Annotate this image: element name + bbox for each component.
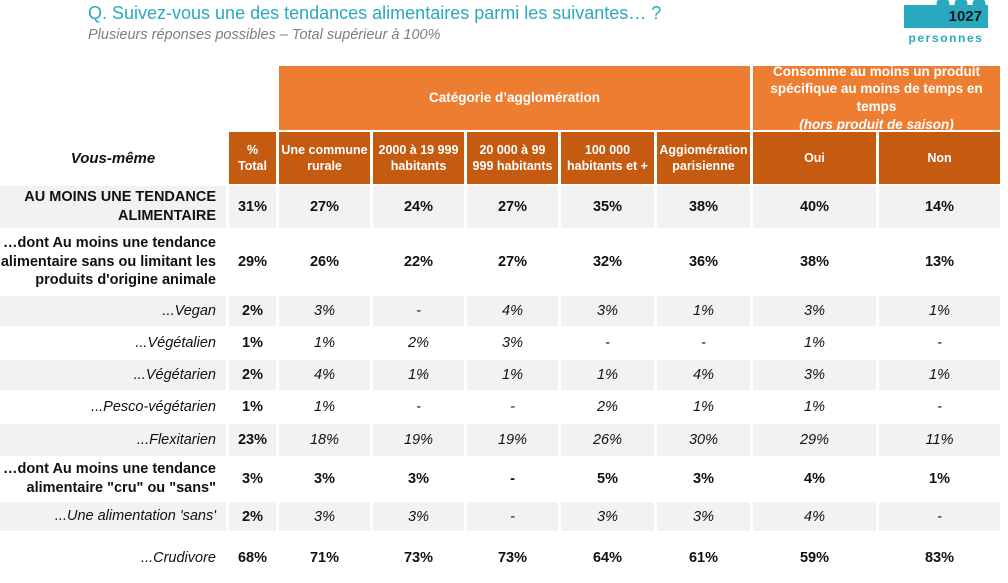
value-cell: 38% <box>657 186 750 228</box>
question-subtitle: Plusieurs réponses possibles – Total supérieur à 100% <box>88 27 441 43</box>
value-cell: 1% <box>314 399 335 415</box>
value-cell: 1% <box>879 296 1000 326</box>
value-cell: 14% <box>879 186 1000 228</box>
results-table <box>0 63 1000 583</box>
value-cell: 59% <box>799 550 830 566</box>
column-group-header: Catégorie d’agglomération <box>279 66 750 130</box>
value-cell: 3% <box>242 471 263 487</box>
value-cell: 1% <box>467 360 558 390</box>
value-cell: - <box>373 296 464 326</box>
value-cell: 3% <box>561 502 654 531</box>
value-cell: - <box>416 399 421 415</box>
value-cell: 27% <box>497 254 528 270</box>
value-cell: 26% <box>561 424 654 456</box>
value-cell: 3% <box>314 471 335 487</box>
value-cell: 2% <box>229 502 276 531</box>
value-cell: 1% <box>657 296 750 326</box>
column-header: % Total <box>229 132 276 184</box>
value-cell: - <box>467 502 558 531</box>
value-cell: 64% <box>592 550 623 566</box>
value-cell: 4% <box>804 471 825 487</box>
value-cell: 68% <box>237 550 268 566</box>
value-cell: 24% <box>373 186 464 228</box>
value-cell: - <box>937 399 942 415</box>
question-title: Q. Suivez-vous une des tendances alimentaires parmi les suivantes… ? <box>88 3 662 23</box>
sample-count: 1027 <box>904 5 988 28</box>
value-cell: 29% <box>237 254 268 270</box>
column-header: Aggiomération parisienne <box>657 132 750 184</box>
value-cell: - <box>879 502 1000 531</box>
value-cell: 27% <box>279 186 370 228</box>
row-label: ...Crudivore <box>141 549 216 566</box>
sample-count-label: personnes <box>908 31 984 45</box>
column-header: Oui <box>753 132 876 184</box>
value-cell: 35% <box>561 186 654 228</box>
value-cell: 3% <box>502 335 523 351</box>
sample-size-badge <box>902 0 988 46</box>
value-cell: 29% <box>753 424 876 456</box>
value-cell: 31% <box>229 186 276 228</box>
value-cell: 38% <box>799 254 830 270</box>
value-cell: - <box>937 335 942 351</box>
value-cell: 2% <box>229 296 276 326</box>
value-cell: 3% <box>279 502 370 531</box>
value-cell: 5% <box>597 471 618 487</box>
value-cell: 3% <box>657 502 750 531</box>
value-cell: 3% <box>561 296 654 326</box>
value-cell: 3% <box>693 471 714 487</box>
row-label: ...Végétarien <box>0 360 226 390</box>
value-cell: 30% <box>657 424 750 456</box>
value-cell: 3% <box>753 360 876 390</box>
row-label: ...Vegan <box>0 296 226 326</box>
value-cell: 19% <box>467 424 558 456</box>
row-label: AU MOINS UNE TENDANCE ALIMENTAIRE <box>0 186 226 228</box>
value-cell: 3% <box>753 296 876 326</box>
value-cell: - <box>510 399 515 415</box>
value-cell: 26% <box>309 254 340 270</box>
value-cell: 1% <box>561 360 654 390</box>
column-header: 2000 à 19 999 habitants <box>373 132 464 184</box>
value-cell: 4% <box>467 296 558 326</box>
value-cell: 2% <box>229 360 276 390</box>
row-label: ...Végétalien <box>135 334 216 351</box>
value-cell: 1% <box>929 471 950 487</box>
column-header: Non <box>879 132 1000 184</box>
row-label: ...Une alimentation 'sans' <box>0 502 226 531</box>
column-header: 20 000 à 99 999 habitants <box>467 132 558 184</box>
value-cell: 4% <box>279 360 370 390</box>
column-header: 100 000 habitants et + <box>561 132 654 184</box>
value-cell: 23% <box>229 424 276 456</box>
value-cell: 27% <box>467 186 558 228</box>
value-cell: - <box>510 471 515 487</box>
value-cell: 36% <box>688 254 719 270</box>
value-cell: 71% <box>309 550 340 566</box>
value-cell: 1% <box>242 335 263 351</box>
value-cell: 1% <box>879 360 1000 390</box>
value-cell: 73% <box>403 550 434 566</box>
value-cell: 1% <box>804 399 825 415</box>
value-cell: 4% <box>657 360 750 390</box>
row-label: …dont Au moins une tendance alimentaire sans ou limitant les produits d'origine animale <box>0 234 216 289</box>
value-cell: 40% <box>753 186 876 228</box>
value-cell: - <box>701 335 706 351</box>
value-cell: 1% <box>314 335 335 351</box>
value-cell: 3% <box>279 296 370 326</box>
value-cell: 1% <box>804 335 825 351</box>
value-cell: 1% <box>242 399 263 415</box>
value-cell: 2% <box>408 335 429 351</box>
value-cell: 13% <box>924 254 955 270</box>
value-cell: 61% <box>688 550 719 566</box>
value-cell: 19% <box>373 424 464 456</box>
value-cell: 2% <box>597 399 618 415</box>
value-cell: 1% <box>373 360 464 390</box>
value-cell: 32% <box>592 254 623 270</box>
column-header: Une commune rurale <box>279 132 370 184</box>
row-label: ...Flexitarien <box>0 424 226 456</box>
row-label: ...Pesco-végétarien <box>91 398 216 415</box>
value-cell: 3% <box>373 502 464 531</box>
value-cell: 11% <box>879 424 1000 456</box>
row-header-label: Vous-même <box>70 149 156 167</box>
value-cell: 3% <box>408 471 429 487</box>
value-cell: 22% <box>403 254 434 270</box>
value-cell: 73% <box>497 550 528 566</box>
value-cell: 18% <box>279 424 370 456</box>
row-label: …dont Au moins une tendance alimentaire "cru" ou "sans" <box>3 461 216 496</box>
value-cell: - <box>605 335 610 351</box>
value-cell: 83% <box>924 550 955 566</box>
column-group-header: Consomme au moins un produit spécifique au moins de temps en temps (hors produit de saison) <box>753 66 1000 130</box>
value-cell: 1% <box>693 399 714 415</box>
value-cell: 4% <box>753 502 876 531</box>
